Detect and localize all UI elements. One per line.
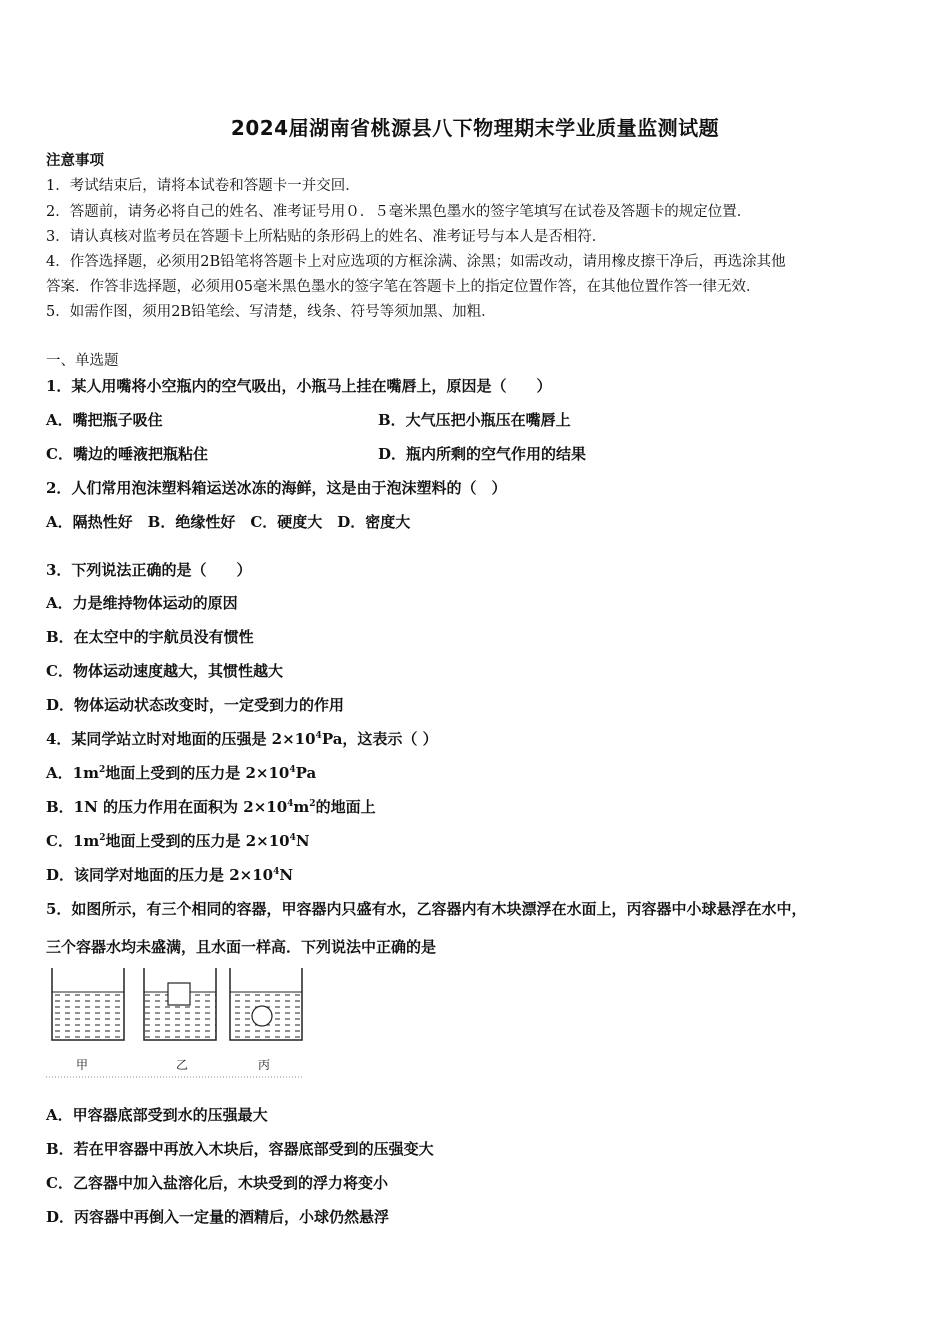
containers-figure [44, 962, 306, 1080]
q4-stem: 4．某同学站立时对地面的压强是 $2\times 10^4Pa$，这表示（ ） [46, 730, 438, 748]
notice-item-1: 1．考试结束后，请将本试卷和答题卡一并交回． [46, 178, 360, 194]
q5-option-c: C．乙容器中加入盐溶化后，木块受到的浮力将变小 [46, 1174, 388, 1192]
container-yi [144, 968, 216, 1040]
container-jia [52, 968, 124, 1040]
q5-stem-line2: 三个容器水均未盛满，且水面一样高．下列说法中正确的是 [46, 938, 437, 956]
q5-option-a: A．甲容器底部受到水的压强最大 [46, 1106, 268, 1124]
q1-option-b: B．大气压把小瓶压在嘴唇上 [378, 411, 571, 429]
q3-option-b: B．在太空中的宇航员没有惯性 [46, 628, 254, 646]
q3-option-d: D．物体运动状态改变时，一定受到力的作用 [46, 696, 345, 714]
q4-option-b: B．1N 的压力作用在面积为 $2\times 10^4m^2$的地面上 [46, 798, 376, 816]
q3-option-c: C．物体运动速度越大，其惯性越大 [46, 662, 283, 680]
q1-option-c: C．嘴边的唾液把瓶粘住 [46, 445, 208, 463]
label-bing: 丙 [258, 1058, 271, 1072]
q1-option-d: D．瓶内所剩的空气作用的结果 [378, 445, 587, 463]
q5-stem-line1: 5．如图所示，有三个相同的容器，甲容器内只盛有水，乙容器内有木块漂浮在水面上，丙容器中小球悬浮在水中， [46, 900, 807, 918]
q2-stem: 2．人们常用泡沫塑料箱运送冰冻的海鲜，这是由于泡沫塑料的（ ） [46, 479, 507, 497]
q5-option-d: D．丙容器中再倒入一定量的酒精后，小球仍然悬浮 [46, 1208, 390, 1226]
label-yi: 乙 [176, 1058, 189, 1072]
notice-item-2: 2．答题前，请务必将自己的姓名、准考证号用０．５毫米黑色墨水的签字笔填写在试卷及答题卡的规定位置． [46, 204, 752, 220]
q4-option-c: C．$1m^2$地面上受到的压力是 $2\times 10^4N$ [46, 832, 310, 850]
notice-heading: 注意事项 [46, 152, 104, 169]
notice-item-3: 3．请认真核对监考员在答题卡上所粘贴的条形码上的姓名、准考证号与本人是否相符． [46, 229, 607, 245]
q1-stem: 1．某人用嘴将小空瓶内的空气吸出，小瓶马上挂在嘴唇上，原因是（ ） [46, 377, 552, 395]
q1-option-a: A．嘴把瓶子吸住 [46, 411, 163, 429]
q2-options: A．隔热性好 B．绝缘性好 C．硬度大 D．密度大 [46, 513, 411, 531]
notice-item-5: 5．如需作图，须用2B铅笔绘、写清楚，线条、符号等须加黑、加粗． [46, 304, 496, 320]
container-bing [230, 968, 302, 1040]
q5-option-b: B．若在甲容器中再放入木块后，容器底部受到的压强变大 [46, 1140, 434, 1158]
ball [252, 1006, 272, 1026]
page-title: 2024届湖南省桃源县八下物理期末学业质量监测试题 [230, 116, 720, 140]
q3-option-a: A．力是维持物体运动的原因 [46, 594, 238, 612]
section-heading: 一、单选题 [46, 353, 119, 369]
q4-option-a: A．$1m^2$地面上受到的压力是 $2\times 10^4Pa$ [46, 764, 317, 782]
wood-block [168, 983, 190, 1005]
notice-item-4: 4．作答选择题，必须用2B铅笔将答题卡上对应选项的方框涂满、涂黑；如需改动，请用橡皮擦干净后，再选涂其他 [46, 254, 786, 270]
notice-item-4-cont: 答案．作答非选择题，必须用05毫米黑色墨水的签字笔在答题卡上的指定位置作答，在其他位置作答一律无效． [46, 279, 761, 295]
label-jia: 甲 [76, 1058, 89, 1072]
q4-option-d: D．该同学对地面的压力是 $2\times 10^4N$ [46, 866, 294, 884]
q3-stem: 3．下列说法正确的是（ ） [46, 561, 252, 579]
